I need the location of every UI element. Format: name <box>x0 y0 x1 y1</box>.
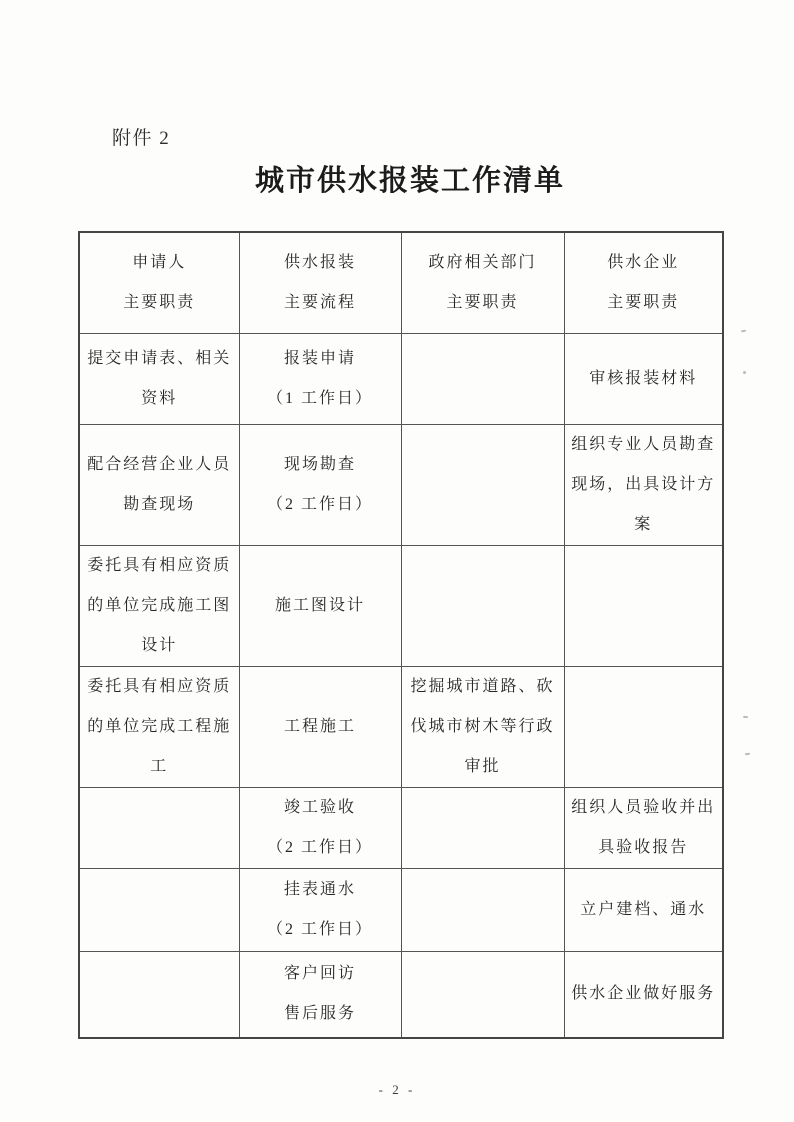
table-cell <box>239 951 401 1038</box>
cell-line: 供水企业做好服务 <box>571 985 716 1003</box>
cell-line: （2 工作日） <box>266 920 373 938</box>
table-cell-empty <box>564 545 723 666</box>
scan-speck <box>741 330 746 333</box>
cell-line: 配合经营企业人员 <box>87 455 232 473</box>
table-cell-empty <box>79 787 239 868</box>
work-checklist-table <box>78 231 724 1039</box>
table-cell <box>79 545 239 666</box>
header-line: 主要流程 <box>283 293 356 311</box>
cell-line: 现场，出具设计方 <box>571 475 716 493</box>
cell-line: 审核报装材料 <box>589 369 698 387</box>
header-cell-applicant <box>79 232 239 333</box>
header-line: 政府相关部门 <box>428 253 537 271</box>
cell-line: 现场勘查 <box>283 455 356 473</box>
table-cell <box>79 424 239 545</box>
cell-line: 报装申请 <box>283 349 356 367</box>
table-row <box>79 868 723 951</box>
cell-line: 组织人员验收并出 <box>571 798 716 816</box>
header-cell-enterprise <box>564 232 723 333</box>
table-cell-empty <box>401 333 564 424</box>
table-cell <box>79 333 239 424</box>
table-row <box>79 787 723 868</box>
table-row <box>79 545 723 666</box>
table-cell <box>239 787 401 868</box>
table-cell-empty <box>401 545 564 666</box>
table-cell <box>239 868 401 951</box>
table-cell-empty <box>401 787 564 868</box>
cell-line: 审批 <box>464 757 501 775</box>
table-cell-empty <box>401 424 564 545</box>
scan-speck <box>745 753 750 756</box>
cell-line: 资料 <box>141 389 178 407</box>
table-cell-empty <box>401 868 564 951</box>
table-header-row <box>79 232 723 333</box>
table-row <box>79 666 723 787</box>
table-cell <box>564 868 723 951</box>
cell-line: 工 <box>150 757 169 775</box>
table-cell-empty <box>79 951 239 1038</box>
header-cell-government <box>401 232 564 333</box>
cell-line: （2 工作日） <box>266 495 373 513</box>
cell-line: 具验收报告 <box>598 838 689 856</box>
header-line: 申请人 <box>132 253 187 271</box>
table-cell-empty <box>401 951 564 1038</box>
cell-line: 施工图设计 <box>274 596 365 614</box>
table-cell <box>564 333 723 424</box>
cell-line: 挖掘城市道路、砍 <box>410 677 555 695</box>
table-cell <box>564 951 723 1038</box>
cell-line: 售后服务 <box>283 1005 356 1023</box>
header-line: 主要职责 <box>123 293 196 311</box>
cell-line: 勘查现场 <box>123 495 196 513</box>
document-title: 城市供水报装工作清单 <box>254 165 565 197</box>
cell-line: 的单位完成施工图 <box>87 596 232 614</box>
table-cell <box>239 424 401 545</box>
table-cell <box>239 666 401 787</box>
cell-line: 委托具有相应资质 <box>87 556 232 574</box>
table-row <box>79 333 723 424</box>
cell-line: 委托具有相应资质 <box>87 677 232 695</box>
table-cell <box>564 424 723 545</box>
cell-line: 客户回访 <box>283 965 356 983</box>
cell-line: 提交申请表、相关 <box>87 349 232 367</box>
table-cell <box>239 333 401 424</box>
cell-line: 的单位完成工程施 <box>87 717 232 735</box>
header-line: 主要职责 <box>446 293 519 311</box>
header-line: 供水报装 <box>283 253 356 271</box>
cell-line: 案 <box>634 515 653 533</box>
table-cell-empty <box>79 868 239 951</box>
table-cell <box>564 787 723 868</box>
table-cell <box>239 545 401 666</box>
cell-line: 组织专业人员勘查 <box>571 435 716 453</box>
table-cell-empty <box>564 666 723 787</box>
attachment-label: 附件 2 <box>112 128 171 149</box>
cell-line: 设计 <box>141 636 178 654</box>
cell-line: 工程施工 <box>283 717 356 735</box>
header-cell-process <box>239 232 401 333</box>
scan-speck <box>743 716 748 719</box>
cell-line: 挂表通水 <box>283 880 356 898</box>
table-row <box>79 951 723 1038</box>
cell-line: （1 工作日） <box>266 389 373 407</box>
header-line: 供水企业 <box>607 253 680 271</box>
cell-line: 立户建档、通水 <box>580 900 707 918</box>
page-number: - 2 - <box>378 1082 416 1097</box>
cell-line: 伐城市树木等行政 <box>410 717 555 735</box>
table-cell <box>79 666 239 787</box>
table-row <box>79 424 723 545</box>
header-line: 主要职责 <box>607 293 680 311</box>
table-cell <box>401 666 564 787</box>
cell-line: 竣工验收 <box>283 798 356 816</box>
cell-line: （2 工作日） <box>266 838 373 856</box>
scan-speck <box>743 371 746 374</box>
